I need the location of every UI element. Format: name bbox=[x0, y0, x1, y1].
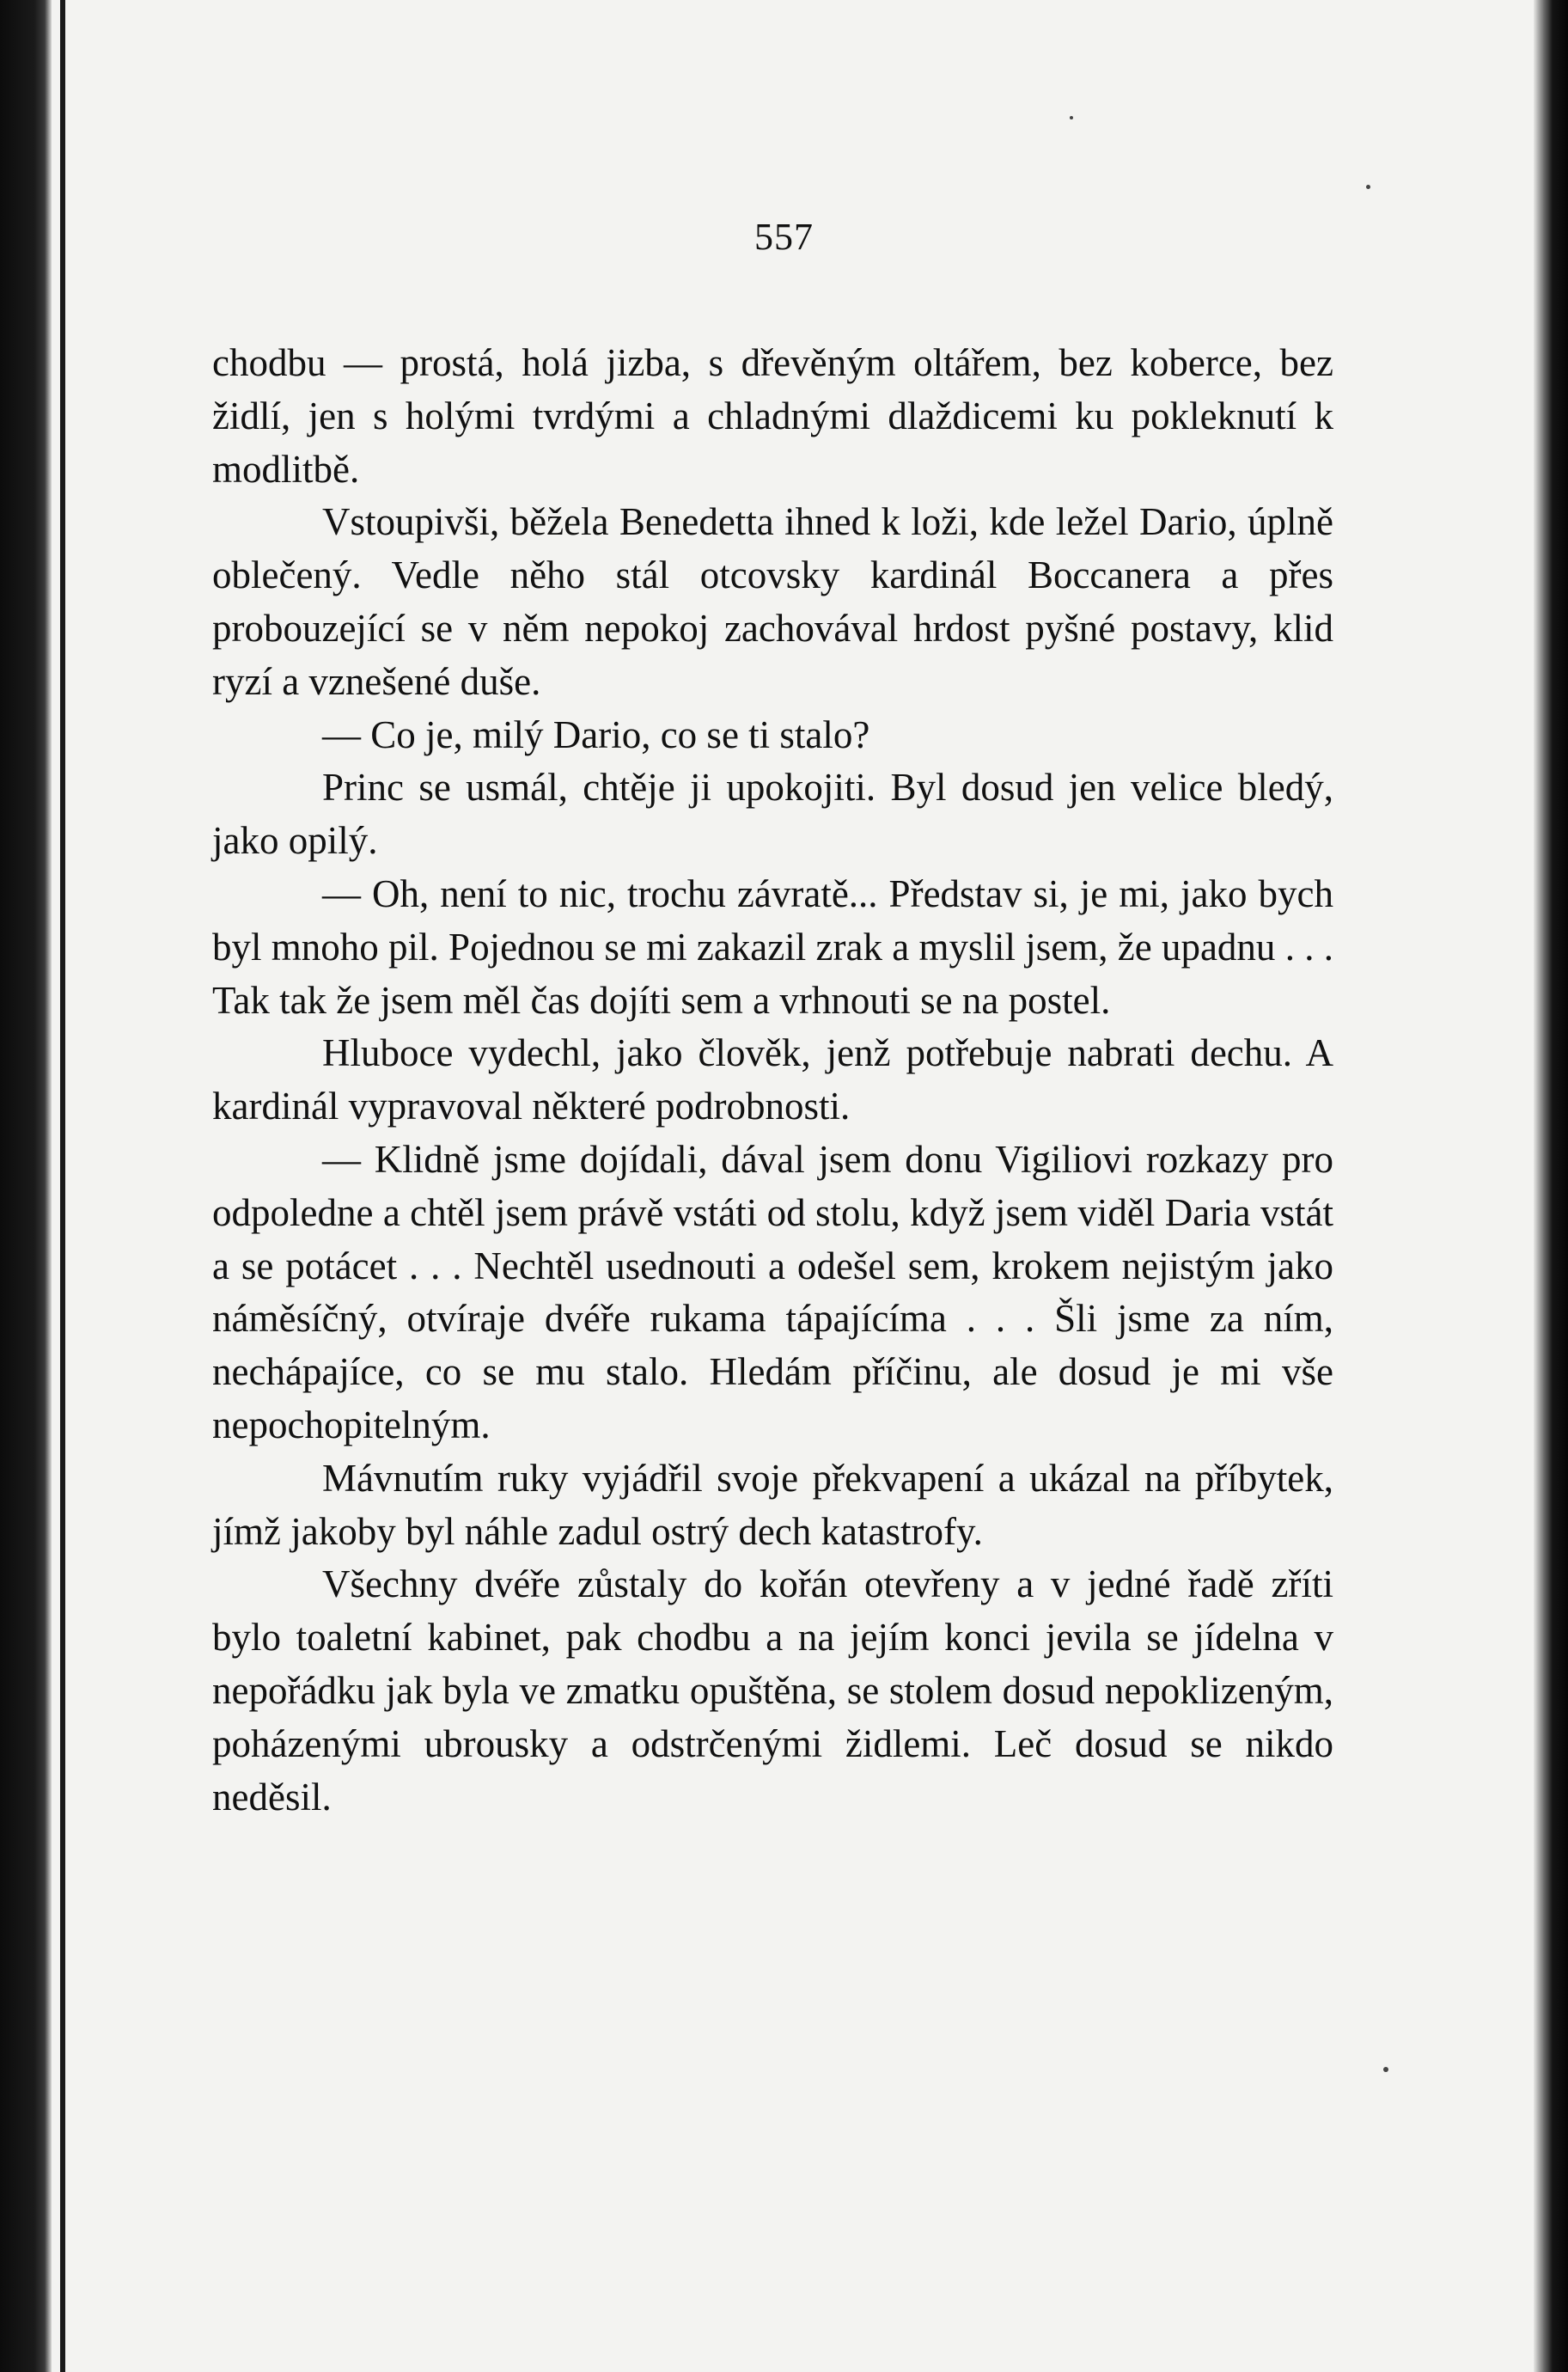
paragraph: Mávnutím ruky vyjádřil svoje překvapení a ukázal na příbytek, jímž jakoby byl náhle zadul ostrý dech katastrofy. bbox=[212, 1456, 1333, 1553]
paragraph: chodbu — prostá, holá jizba, s dřevěným oltářem, bez koberce, bez židlí, jen s holými tvrdými a chladnými dlaždicemi ku pokleknutí k modlitbě. bbox=[212, 341, 1333, 491]
scan-right-edge bbox=[1534, 0, 1568, 2372]
paragraph: — Oh, není to nic, trochu závratě... Představ si, je mi, jako bych byl mnoho pil. Pojednou se mi zakazil zrak a myslil jsem, že upadnu . . . Tak tak že jsem měl čas dojíti sem a vrhnouti se na postel. bbox=[212, 871, 1333, 1022]
page-number: 557 bbox=[754, 216, 814, 258]
paragraph: Vstoupivši, běžela Benedetta ihned k loži, kde ležel Dario, úplně oblečený. Vedle něho stál otcovsky kardinál Boccanera a přes probouzející se v něm nepokoj zachovával hrdost pyšné postavy, klid ryzí a vznešené duše. bbox=[212, 500, 1333, 703]
scan-speck bbox=[1366, 185, 1370, 189]
paragraph: — Klidně jsme dojídali, dával jsem donu Vigiliovi rozkazy pro odpoledne a chtěl jsem právě vstáti od stolu, když jsem viděl Daria vstát a se potácet . . . Nechtěl usednouti a odešel sem, krokem nejistým jako náměsíčný, otvíraje dvéře rukama tápajícíma . . . Šli jsme za ním, nechápajíce, co se mu stalo. Hledám příčinu, ale dosud je mi vše nepochopitelným. bbox=[212, 1137, 1333, 1446]
scan-left-border-line bbox=[60, 0, 65, 2372]
body-text bbox=[212, 337, 1333, 1824]
scan-left-edge bbox=[0, 0, 52, 2372]
paragraph: Princ se usmál, chtěje ji upokojiti. Byl dosud jen velice bledý, jako opilý. bbox=[212, 766, 1333, 863]
paragraph: — Co je, milý Dario, co se ti stalo? bbox=[322, 712, 870, 756]
scan-speck bbox=[1383, 2067, 1388, 2072]
scan-speck bbox=[1070, 116, 1073, 119]
paragraph: Hluboce vydechl, jako člověk, jenž potřebuje nabrati dechu. A kardinál vypravoval některé podrobnosti. bbox=[212, 1031, 1333, 1128]
paragraph: Všechny dvéře zůstaly do kořán otevřeny a v jedné řadě zříti bylo toaletní kabinet, pak chodbu a na jejím konci jevila se jídelna v nepořádku jak byla ve zmatku opuštěna, se stolem dosud nepoklizeným, poházenými ubrousky a odstrčenými židlemi. Leč dosud se nikdo neděsil. bbox=[212, 1562, 1333, 1819]
